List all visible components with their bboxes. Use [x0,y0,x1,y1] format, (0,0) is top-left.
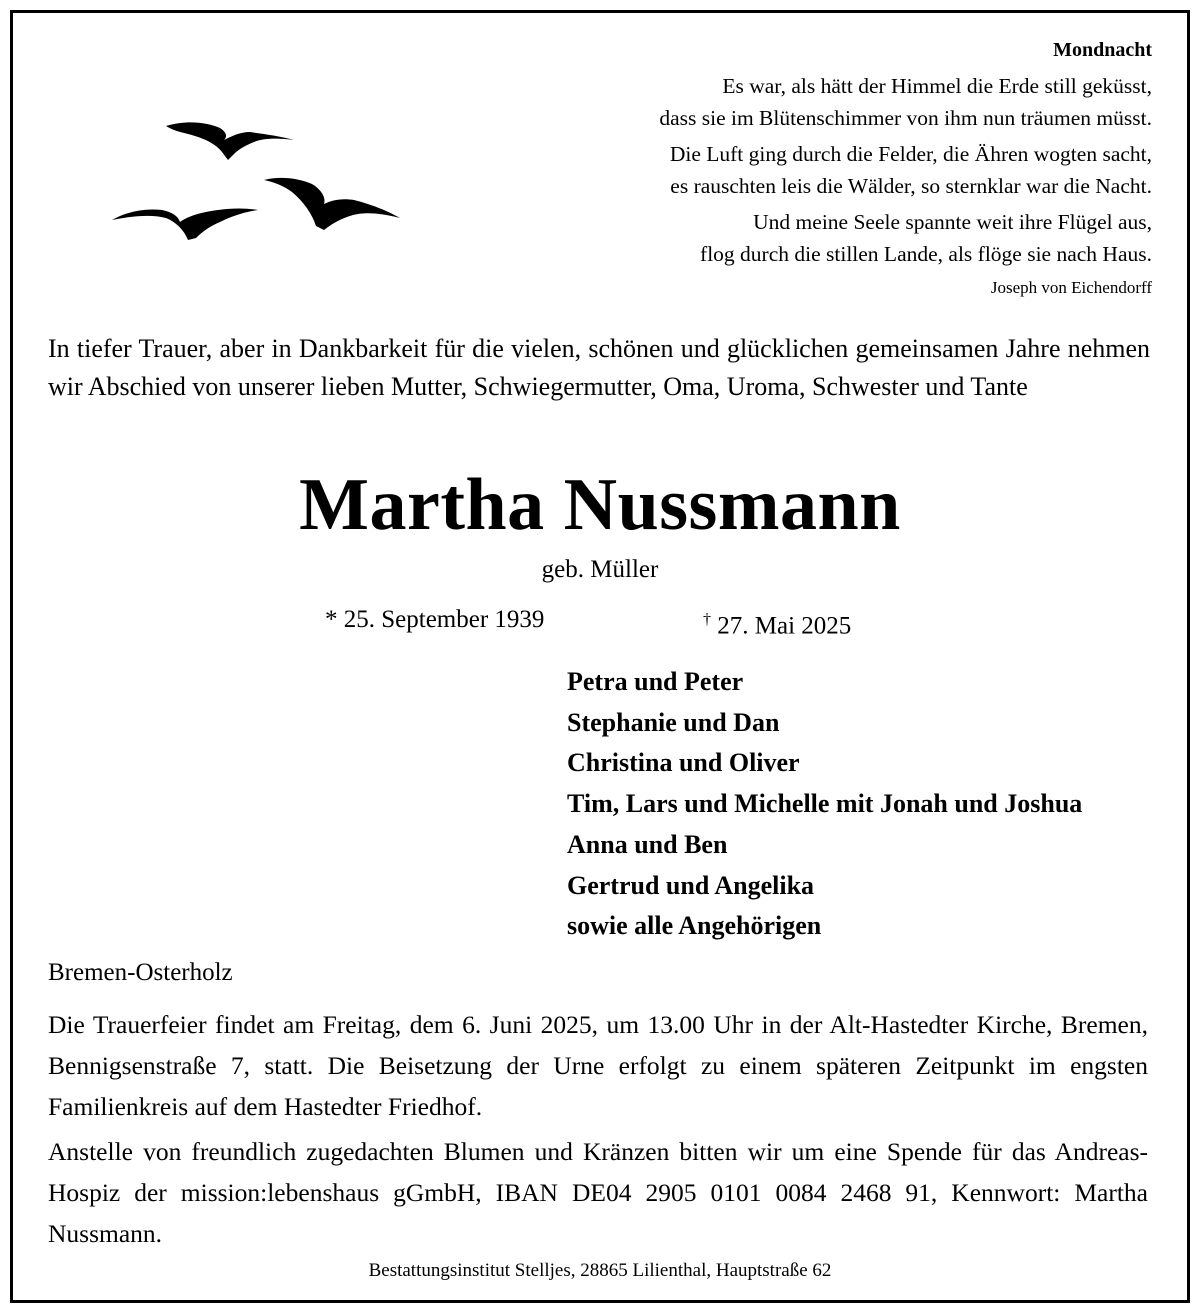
mourner-item: Gertrud und Angelika [567,870,815,900]
poem-author: Joseph von Eichendorff [990,278,1152,297]
life-dates [0,600,1200,640]
flying-birds-icon [108,108,408,248]
maiden-name: geb. Müller [541,556,659,583]
mourner-item: Anna und Ben [567,829,728,859]
poem-stanza [452,138,1152,202]
donation-info: Anstelle von freundlich zugedachten Blumen und Kränzen bitten wir um eine Spende für das Andreas-Hospiz der mission:lebenshaus gGmbH, IBAN DE04 2905 0101 0084 2468 91, Kennwort: Martha Nussmann. [48,1137,1148,1248]
birth-date-group [325,600,544,640]
mourner-item: sowie alle Angehörigen [567,911,822,941]
mourner-item: Petra und Peter [567,667,744,696]
death-date-group [703,600,851,646]
birth-symbol: * [325,606,338,633]
poem-line: flog durch die stillen Lande, als flöge sie nach Haus. [700,242,1152,266]
mourner-item: Christina und Oliver [567,748,800,778]
poem-line: Es war, als hätt der Himmel die Erde still geküsst, [722,74,1152,98]
funeral-home-footer: Bestattungsinstitut Stelljes, 28865 Lilienthal, Hauptstraße 62 [368,1260,832,1281]
poem-stanza [452,70,1152,134]
intro-text: In tiefer Trauer, aber in Dankbarkeit für die vielen, schönen und glücklichen gemeinsamen Jahre nehmen wir Abschied von unserer lieben Mutter, Schwiegermutter, Oma, Uroma, Schwester und Tante [48,334,1150,401]
poem-line: dass sie im Blütenschimmer von ihm nun träumen müsst. [659,106,1152,130]
death-symbol: † [703,611,711,628]
poem [452,36,1152,302]
birth-date: 25. September 1939 [343,606,545,633]
mourners-list [567,662,1082,947]
deceased-name: Martha Nussmann [299,464,901,546]
poem-line: Und meine Seele spannte weit ihre Flügel aus, [753,210,1152,234]
location: Bremen-Osterholz [48,959,233,986]
poem-line: Die Luft ging durch die Felder, die Ähren wogten sacht, [669,142,1152,166]
poem-title: Mondnacht [1053,39,1152,61]
mourner-item: Stephanie und Dan [567,707,780,737]
poem-stanza [452,206,1152,270]
mourner-item: Tim, Lars und Michelle mit Jonah und Joshua [567,789,1083,819]
poem-line: es rauschten leis die Wälder, so sternklar war die Nacht. [670,174,1152,198]
funeral-info: Die Trauerfeier findet am Freitag, dem 6. Juni 2025, um 13.00 Uhr in der Alt-Hastedter Kirche, Bremen, Bennigsenstraße 7, statt. Die Beisetzung der Urne erfolgt zu einem späteren Zeitpunkt im engsten Familienkreis auf dem Hastedter Friedhof. [48,1010,1148,1121]
death-date: 27. Mai 2025 [717,612,852,640]
